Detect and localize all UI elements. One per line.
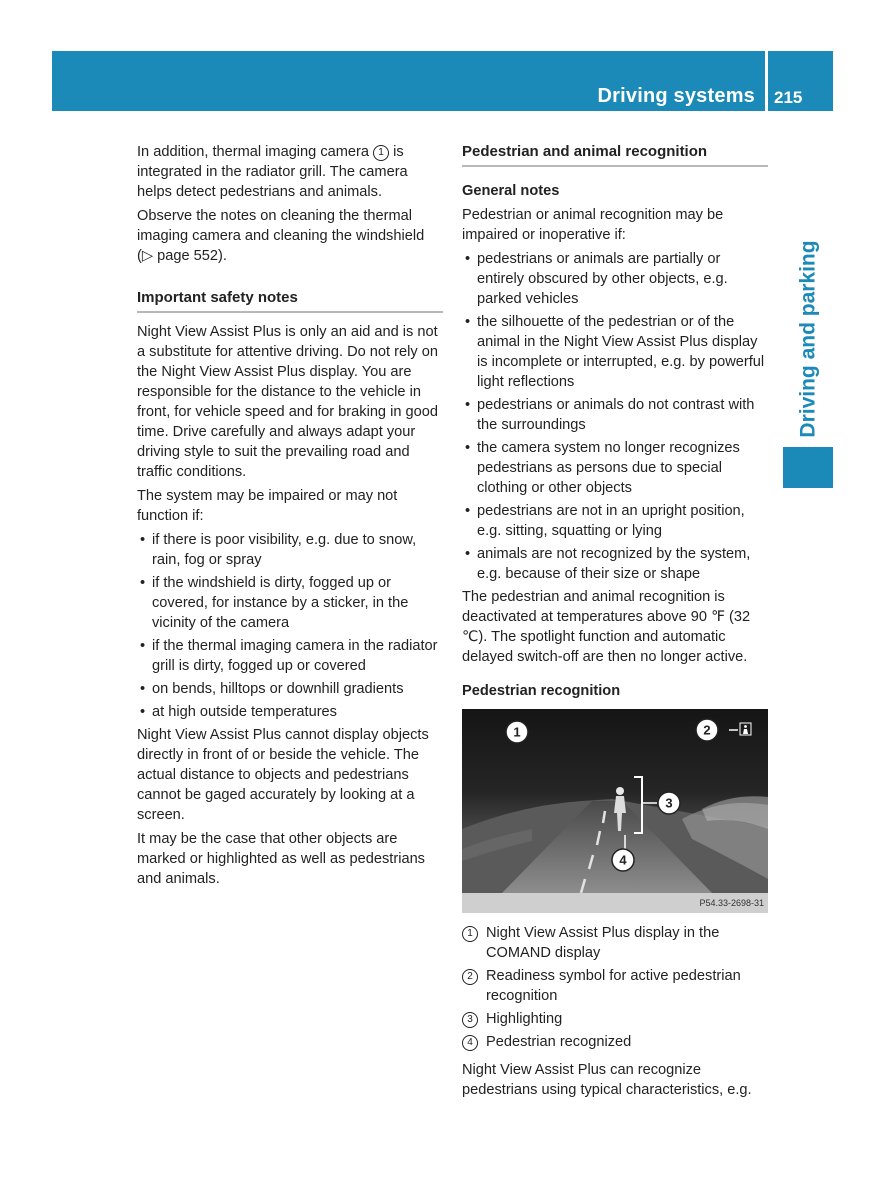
- list-item: • if the windshield is dirty, fogged up or covered, for instance by a sticker, in the vicinity of the camera: [137, 573, 443, 633]
- callout-layer: [462, 709, 768, 913]
- list-item: • on bends, hilltops or downhill gradients: [137, 679, 443, 699]
- callout-2: [696, 719, 718, 741]
- list-item: • pedestrians or animals are partially or entirely obscured by other objects, e.g. parked vehicles: [462, 249, 768, 309]
- callout-number: 1: [373, 145, 389, 161]
- side-tab-marker: [783, 447, 833, 488]
- intro-paragraph-2: Observe the notes on cleaning the thermal imaging camera and cleaning the windshield (▷ page 552).: [137, 208, 425, 264]
- callout-1: [506, 721, 528, 743]
- list-item: • if there is poor visibility, e.g. due to snow, rain, fog or spray: [137, 530, 443, 570]
- night-view-figure: [462, 709, 768, 913]
- right-column: [462, 142, 768, 1104]
- left-column: [137, 142, 443, 893]
- svg-text:3: 3: [665, 795, 673, 811]
- list-item: • pedestrians or animals do not contrast with the surroundings: [462, 395, 768, 435]
- callout-number: 4: [462, 1035, 478, 1051]
- safety-paragraph-3: Night View Assist Plus cannot display objects directly in front of or beside the vehicle. The actual distance to objects and pedestrians cannot be gaged accurately by looking at a screen.: [137, 727, 429, 823]
- safety-paragraph-1: Night View Assist Plus is only an aid and is not a substitute for attentive driving. Do not rely on the Night View Assist Plus display. You are responsible for the distance to the vehicle in front, for vehicle speed and for braking in good time. Drive carefully and always adapt your driving style to suit the prevailing road and traffic conditions.: [137, 324, 438, 480]
- list-item: • the silhouette of the pedestrian or of the animal in the Night View Assist Plus display is incomplete or interrupted, e.g. by powerful light reflections: [462, 312, 768, 392]
- subheading-pedestrian-recognition: Pedestrian recognition: [462, 683, 621, 699]
- recognition-limits-list: [462, 249, 768, 584]
- page-number: 215: [774, 88, 803, 107]
- intro-paragraph-1: In addition, thermal imaging camera 1 is integrated in the radiator grill. The camera helps detect pedestrians and animals.: [137, 144, 408, 200]
- svg-text:2: 2: [703, 722, 711, 738]
- general-paragraph-1: Pedestrian or animal recognition may be impaired or inoperative if:: [462, 207, 724, 243]
- section-heading-recognition: Pedestrian and animal recognition: [462, 142, 768, 167]
- callout-4: [612, 849, 634, 871]
- side-tab-label: Driving and parking: [797, 239, 821, 438]
- subheading-general-notes: General notes: [462, 183, 560, 199]
- figure-reference: P54.33-2698-31: [462, 893, 768, 913]
- list-item: • if the thermal imaging camera in the radiator grill is dirty, fogged up or covered: [137, 636, 443, 676]
- svg-text:1: 1: [513, 724, 521, 740]
- figure-legend: [462, 923, 768, 1052]
- safety-paragraph-2: The system may be impaired or may not function if:: [137, 488, 398, 524]
- section-heading-safety: Important safety notes: [137, 288, 443, 313]
- callout-number: 3: [462, 1012, 478, 1028]
- list-item: • at high outside temperatures: [137, 702, 443, 722]
- callout-3: [658, 792, 680, 814]
- impairment-list: [137, 530, 443, 722]
- legend-item: 4 Pedestrian recognized: [462, 1032, 768, 1052]
- legend-item: 2 Readiness symbol for active pedestrian recognition: [462, 966, 768, 1006]
- general-paragraph-2: The pedestrian and animal recognition is deactivated at temperatures above 90 ℉ (32 ℃). The spotlight function and automatic delayed switch-off are then no longer active.: [462, 589, 751, 665]
- safety-paragraph-4: It may be the case that other objects are marked or highlighted as well as pedestrians and animals.: [137, 831, 425, 887]
- closing-paragraph: Night View Assist Plus can recognize pedestrians using typical characteristics, e.g.: [462, 1062, 752, 1098]
- callout-number: 1: [462, 926, 478, 942]
- chapter-title: Driving systems: [597, 85, 755, 107]
- svg-text:4: 4: [619, 852, 627, 868]
- callout-number: 2: [462, 969, 478, 985]
- list-item: • animals are not recognized by the system, e.g. because of their size or shape: [462, 544, 768, 584]
- legend-item: 3 Highlighting: [462, 1009, 768, 1029]
- header-divider: [765, 51, 768, 111]
- legend-item: 1 Night View Assist Plus display in the COMAND display: [462, 923, 768, 963]
- page-header: [52, 51, 833, 111]
- side-tab: [794, 236, 824, 441]
- list-item: • the camera system no longer recognizes pedestrians as persons due to special clothing or other objects: [462, 438, 768, 498]
- list-item: • pedestrians are not in an upright position, e.g. sitting, squatting or lying: [462, 501, 768, 541]
